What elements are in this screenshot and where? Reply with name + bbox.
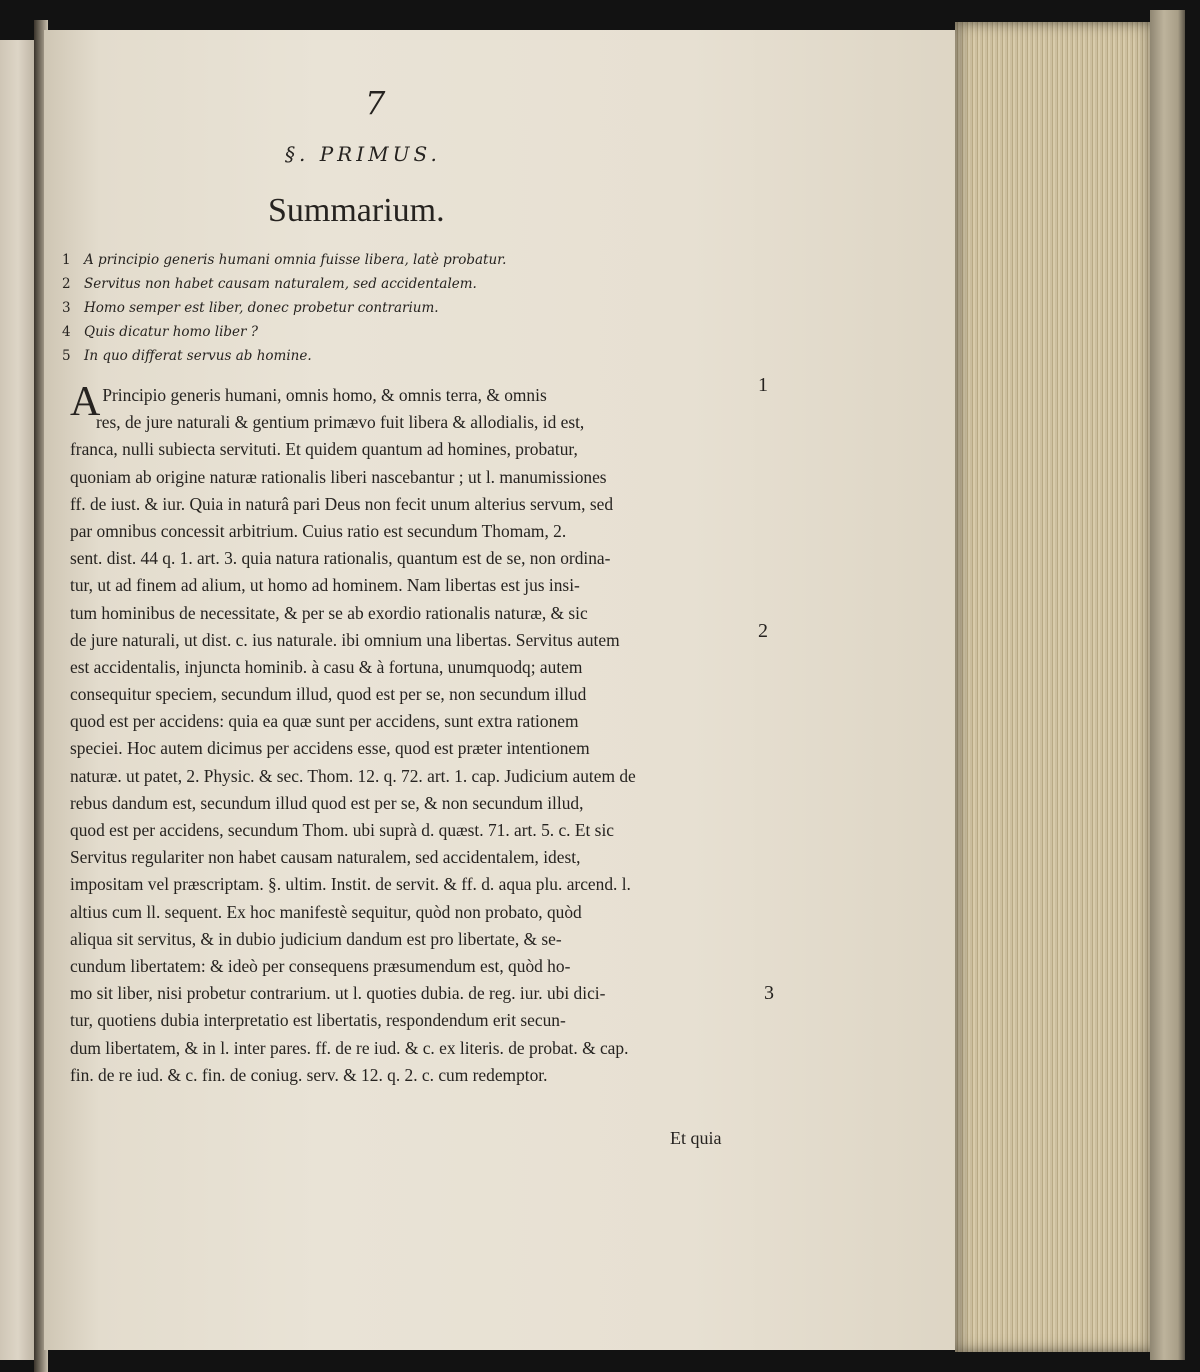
body-line: quod est per accidens: quia ea quæ sunt per accidens, sunt extra rationem (70, 711, 579, 732)
catchword: Et quia (670, 1128, 722, 1148)
summary-item: 2 Servitus non habet causam naturalem, sed accidentalem. (62, 276, 477, 292)
body-line: franca, nulli subiecta servituti. Et quidem quantum ad homines, probatur, (70, 439, 578, 460)
body-line: rebus dandum est, secundum illud quod est per se, & non secundum illud, (70, 792, 584, 813)
body-line: tur, ut ad finem ad alium, ut homo ad hominem. Nam libertas est jus insi- (70, 575, 580, 596)
section-heading: §. PRIMUS. (285, 142, 441, 166)
body-line: de jure naturali, ut dist. c. ius naturale. ibi omnium una libertas. Servitus autem (70, 629, 620, 650)
margin-note: 2 (758, 620, 768, 642)
body-line: tum hominibus de necessitate, & per se ab exordio rationalis naturæ, & sic (70, 602, 588, 623)
margin-note: 3 (764, 982, 774, 1004)
body-line: fin. de re iud. & c. fin. de coniug. serv. & 12. q. 2. c. cum redemptor. (70, 1064, 548, 1085)
body-line: speciei. Hoc autem dicimus per accidens esse, quod est præter intentionem (70, 738, 590, 759)
body-line: impositam vel præscriptam. §. ultim. Instit. de servit. & ff. d. aqua plu. arcend. l. (70, 874, 631, 895)
body-line: par omnibus concessit arbitrium. Cuius ratio est secundum Thomam, 2. (70, 520, 567, 541)
body-line: quoniam ab origine naturæ rationalis liberi nascebantur ; ut l. manumissiones (70, 466, 607, 487)
body-line: ff. de iust. & iur. Quia in naturâ pari Deus non fecit unum alterius servum, sed (70, 493, 614, 514)
body-text (70, 379, 636, 1089)
body-line: aliqua sit servitus, & in dubio judicium dandum est pro libertate, & se- (70, 928, 562, 949)
body-line: mo sit liber, nisi probetur contrarium. ut l. quoties dubia. de reg. iur. ubi dici- (70, 983, 606, 1004)
body-line: res, de jure naturali & gentium primævo fuit libera & allodialis, id est, (96, 412, 585, 433)
summary-item: 1 A principio generis humani omnia fuisse libera, latè probatur. (62, 252, 507, 268)
body-line: dum libertatem, & in l. inter pares. ff. de re iud. & c. ex literis. de probat. & cap. (70, 1037, 629, 1058)
body-line: tur, quotiens dubia interpretatio est libertatis, respondendum erit secun- (70, 1010, 566, 1031)
summary-item: 3 Homo semper est liber, donec probetur contrarium. (62, 300, 439, 316)
body-line: sent. dist. 44 q. 1. art. 3. quia natura rationalis, quantum est de se, non ordina- (70, 548, 611, 569)
body-line: est accidentalis, injuncta hominib. à casu & à fortuna, unumquodq; autem (70, 656, 583, 677)
body-line: cundum libertatem: & ideò per consequens præsumendum est, quòd ho- (70, 955, 571, 976)
summary-title: Summarium. (268, 192, 445, 229)
body-line: altius cum ll. sequent. Ex hoc manifestè sequitur, quòd non probato, quòd (70, 901, 582, 922)
summary-list (62, 248, 506, 368)
body-line: A Principio generis humani, omnis homo, & omnis terra, & omnis (70, 379, 547, 425)
body-line: quod est per accidens, secundum Thom. ubi suprà d. quæst. 71. art. 5. c. Et sic (70, 820, 615, 840)
body-line: naturæ. ut patet, 2. Physic. & sec. Thom. 12. q. 72. art. 1. cap. Judicium autem de (70, 765, 636, 786)
body-line: consequitur speciem, secundum illud, quod est per se, non secundum illud (70, 684, 587, 705)
summary-item: 5 In quo differat servus ab homine. (62, 348, 312, 364)
drop-cap: A (70, 379, 101, 425)
page-number: 7 (365, 84, 386, 122)
summary-item: 4 Quis dicatur homo liber ? (62, 324, 259, 340)
body-line: Servitus regulariter non habet causam naturalem, sed accidentalem, idest, (70, 847, 581, 868)
margin-note: 1 (758, 374, 768, 396)
